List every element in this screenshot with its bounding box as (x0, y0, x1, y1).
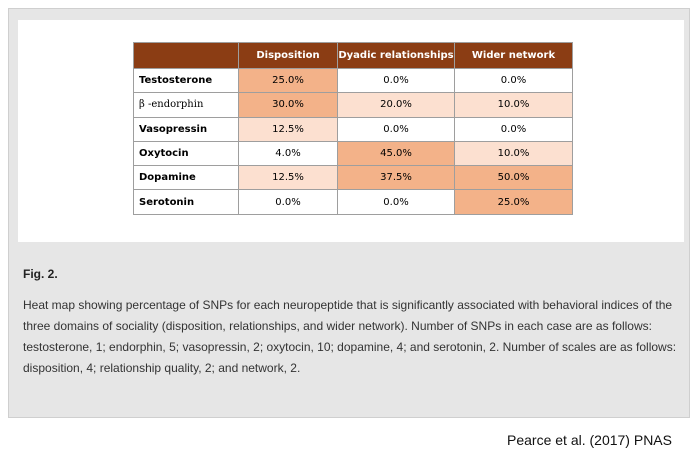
figure-label: Fig. 2. (23, 267, 58, 281)
heatmap-cell: 0.0% (338, 117, 455, 141)
table-row (134, 141, 573, 165)
table-header-row (134, 43, 573, 69)
heatmap-cell: 45.0% (338, 141, 455, 165)
row-label-beta-endorphin: β -endorphin (134, 93, 239, 117)
heatmap-cell: 30.0% (239, 93, 338, 117)
heatmap-cell: 0.0% (455, 69, 573, 93)
heatmap-cell: 25.0% (455, 190, 573, 214)
column-header-disposition: Disposition (239, 43, 338, 69)
heatmap-cell: 12.5% (239, 117, 338, 141)
column-header-wider-network: Wider network (455, 43, 573, 69)
heatmap-cell: 25.0% (239, 69, 338, 93)
table-row (134, 117, 573, 141)
heatmap-cell: 0.0% (338, 69, 455, 93)
heatmap-cell: 20.0% (338, 93, 455, 117)
table-row (134, 166, 573, 190)
column-header-dyadic-relationships: Dyadic relationships (338, 43, 455, 69)
heatmap-cell: 50.0% (455, 166, 573, 190)
table-row (134, 93, 573, 117)
heatmap-cell: 0.0% (338, 190, 455, 214)
row-label-testosterone: Testosterone (134, 69, 239, 93)
figure-caption: Heat map showing percentage of SNPs for each neuropeptide that is significantly associated with behavioral indices of the three domains of sociality (disposition, relationships, and wider network). Number of SNPs in each case are as follows: testosterone, 1; endorphin, 5; vasopressin, 2; oxytocin, 10; dopamine, 4; and serotonin, 2. Number of scales are as follows: disposition, 4; relationship quality, 2; and network, 2. (23, 298, 677, 375)
heatmap-cell: 37.5% (338, 166, 455, 190)
heatmap-table (133, 42, 573, 215)
heatmap-cell: 10.0% (455, 93, 573, 117)
heatmap-cell: 4.0% (239, 141, 338, 165)
heatmap-cell: 10.0% (455, 141, 573, 165)
table-corner-cell (134, 43, 239, 69)
table-row (134, 190, 573, 214)
heatmap-cell: 12.5% (239, 166, 338, 190)
row-label-dopamine: Dopamine (134, 166, 239, 190)
heatmap-cell: 0.0% (239, 190, 338, 214)
table-row (134, 69, 573, 93)
row-label-vasopressin: Vasopressin (134, 117, 239, 141)
figure-image (18, 20, 684, 242)
heatmap-cell: 0.0% (455, 117, 573, 141)
citation: Pearce et al. (2017) PNAS (507, 432, 672, 448)
row-label-serotonin: Serotonin (134, 190, 239, 214)
figure-panel (8, 8, 690, 418)
row-label-oxytocin: Oxytocin (134, 141, 239, 165)
